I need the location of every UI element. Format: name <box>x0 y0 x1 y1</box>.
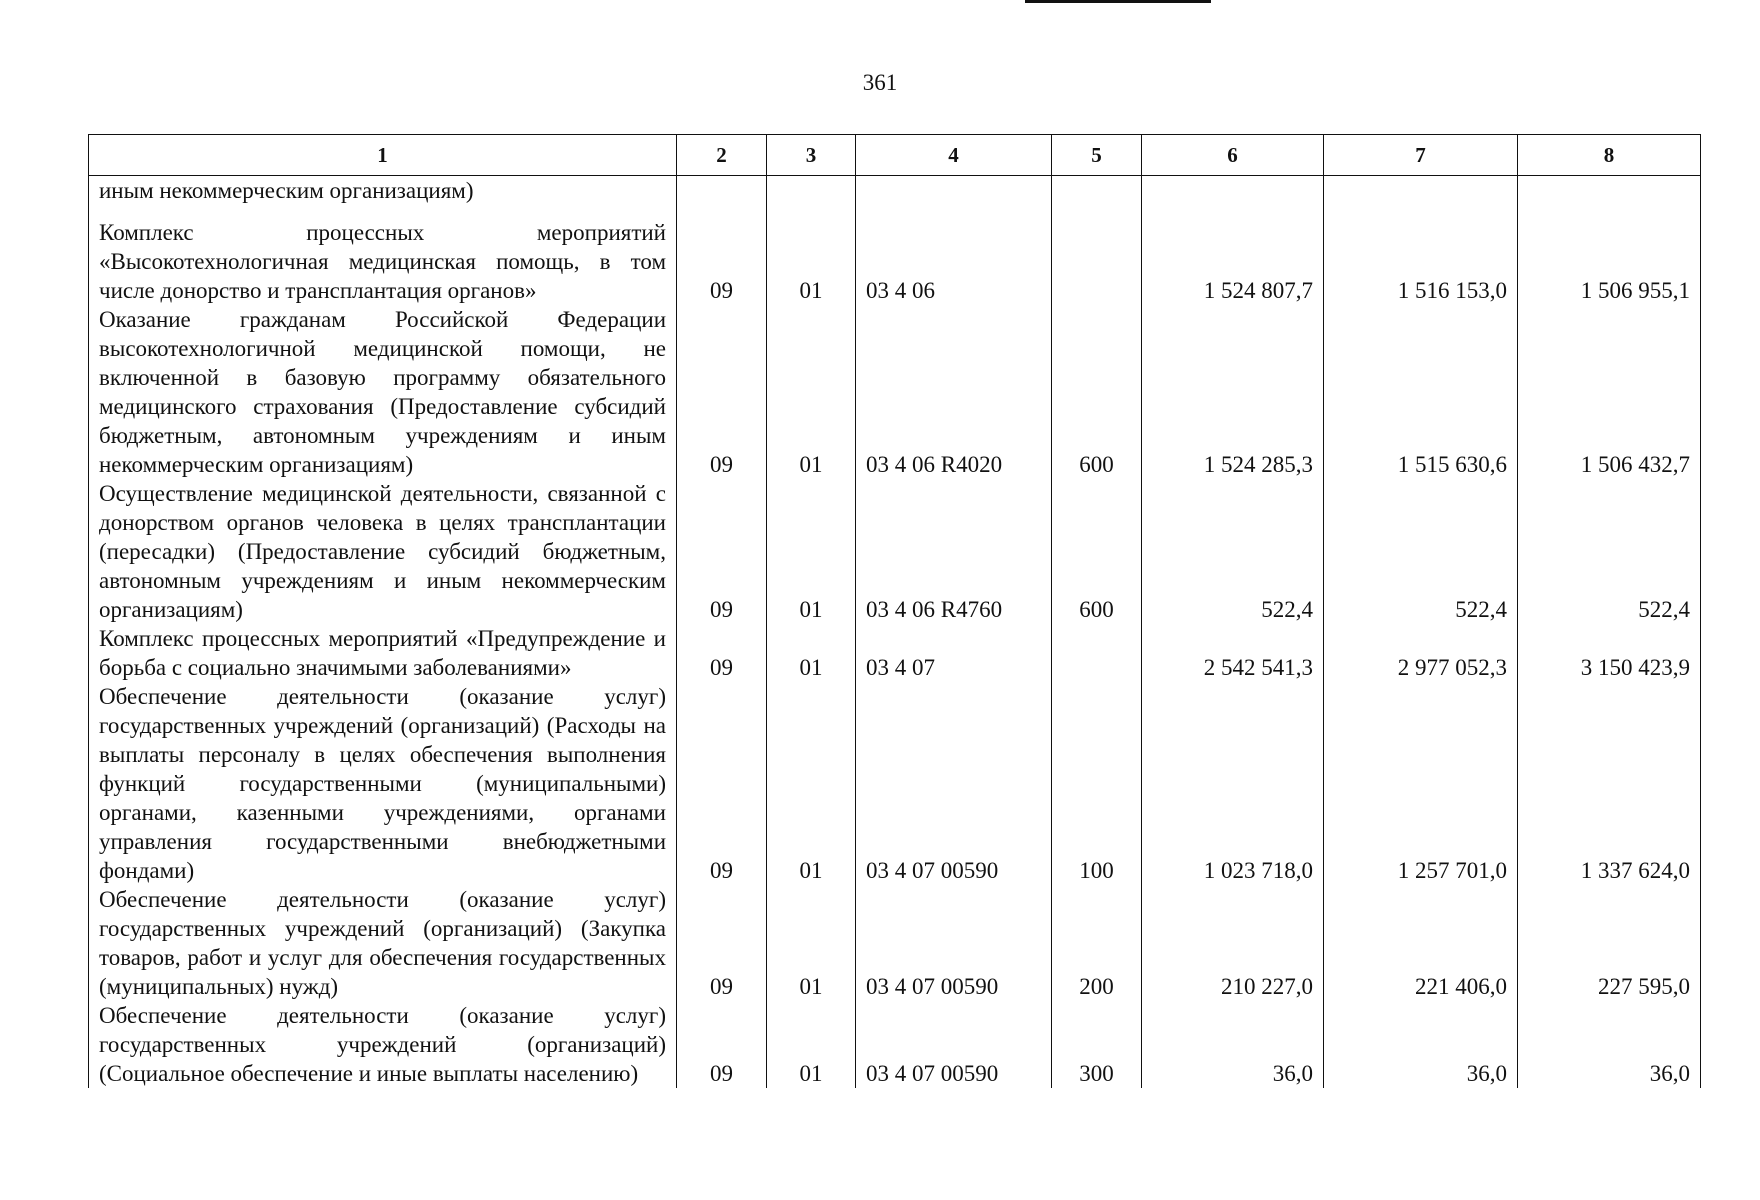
row-subsection: 01 <box>767 479 856 624</box>
table-row <box>89 624 1701 682</box>
row-description: Обеспечение деятельности (оказание услуг) государственных учреждений (организаций) (Расходы на выплаты персоналу в целях обеспечения выполнения функций государственными (муниципальными) органами, казенными учреждениями, органами управления государственными внебюджетными фондами) <box>89 682 677 885</box>
column-header: 4 <box>856 135 1052 176</box>
row-target-article: 03 4 06 <box>856 208 1052 305</box>
row-amount-year1: 36,0 <box>1142 1001 1324 1088</box>
row-target-article: 03 4 07 00590 <box>856 682 1052 885</box>
row-expense-type: 600 <box>1052 305 1142 479</box>
table-row <box>89 208 1701 305</box>
row-amount-year2: 2 977 052,3 <box>1324 624 1518 682</box>
row-amount-year2: 522,4 <box>1324 479 1518 624</box>
page-number: 361 <box>862 70 898 95</box>
row-description: Оказание гражданам Российской Федерации высокотехнологичной медицинской помощи, не включенной в базовую программу обязательного медицинского страхования (Предоставление субсидий бюджетным, автономным учреждениям и иным некоммерческим организациям) <box>89 305 677 479</box>
table-row <box>89 479 1701 624</box>
row-description: Комплекс процессных мероприятий «Высокотехнологичная медицинская помощь, в том числе донорство и трансплантация органов» <box>89 208 677 305</box>
row-amount-year3: 227 595,0 <box>1518 885 1701 1001</box>
row-amount-year1: 522,4 <box>1142 479 1324 624</box>
row-expense-type <box>1052 208 1142 305</box>
column-header: 6 <box>1142 135 1324 176</box>
row-section: 09 <box>677 1001 767 1088</box>
column-header: 2 <box>677 135 767 176</box>
table-row <box>89 885 1701 1001</box>
row-target-article: 03 4 06 R4020 <box>856 305 1052 479</box>
row-section: 09 <box>677 208 767 305</box>
row-section: 09 <box>677 624 767 682</box>
row-expense-type: 100 <box>1052 682 1142 885</box>
row-amount-year3: 36,0 <box>1518 1001 1701 1088</box>
row-subsection: 01 <box>767 1001 856 1088</box>
row-target-article: 03 4 07 00590 <box>856 885 1052 1001</box>
column-header: 7 <box>1324 135 1518 176</box>
row-section <box>677 176 767 209</box>
table-row <box>89 682 1701 885</box>
row-subsection <box>767 176 856 209</box>
table-header-row <box>89 135 1701 176</box>
row-amount-year1: 210 227,0 <box>1142 885 1324 1001</box>
row-amount-year2: 1 257 701,0 <box>1324 682 1518 885</box>
row-amount-year2: 221 406,0 <box>1324 885 1518 1001</box>
row-amount-year3 <box>1518 176 1701 209</box>
row-amount-year1: 1 524 807,7 <box>1142 208 1324 305</box>
row-description: иным некоммерческим организациям) <box>89 176 677 209</box>
table-row <box>89 1001 1701 1088</box>
row-amount-year1: 2 542 541,3 <box>1142 624 1324 682</box>
row-amount-year2: 1 515 630,6 <box>1324 305 1518 479</box>
column-header: 8 <box>1518 135 1701 176</box>
row-amount-year3: 1 506 432,7 <box>1518 305 1701 479</box>
row-amount-year1: 1 023 718,0 <box>1142 682 1324 885</box>
row-target-article: 03 4 07 <box>856 624 1052 682</box>
row-target-article: 03 4 06 R4760 <box>856 479 1052 624</box>
row-section: 09 <box>677 682 767 885</box>
row-target-article <box>856 176 1052 209</box>
table-row <box>89 176 1701 209</box>
column-header: 1 <box>89 135 677 176</box>
row-amount-year1: 1 524 285,3 <box>1142 305 1324 479</box>
top-rule <box>1025 0 1211 3</box>
budget-table <box>88 134 1701 1088</box>
row-amount-year3: 3 150 423,9 <box>1518 624 1701 682</box>
table-row <box>89 305 1701 479</box>
row-subsection: 01 <box>767 682 856 885</box>
row-amount-year3: 1 506 955,1 <box>1518 208 1701 305</box>
row-description: Комплекс процессных мероприятий «Предупреждение и борьба с социально значимыми заболеваниями» <box>89 624 677 682</box>
row-expense-type <box>1052 176 1142 209</box>
row-expense-type: 600 <box>1052 479 1142 624</box>
row-expense-type: 300 <box>1052 1001 1142 1088</box>
row-amount-year3: 522,4 <box>1518 479 1701 624</box>
row-subsection: 01 <box>767 305 856 479</box>
row-description: Обеспечение деятельности (оказание услуг) государственных учреждений (организаций) (Закупка товаров, работ и услуг для обеспечения государственных (муниципальных) нужд) <box>89 885 677 1001</box>
column-header: 5 <box>1052 135 1142 176</box>
row-expense-type <box>1052 624 1142 682</box>
row-target-article: 03 4 07 00590 <box>856 1001 1052 1088</box>
row-section: 09 <box>677 885 767 1001</box>
row-subsection: 01 <box>767 208 856 305</box>
row-subsection: 01 <box>767 885 856 1001</box>
row-amount-year2: 36,0 <box>1324 1001 1518 1088</box>
row-expense-type: 200 <box>1052 885 1142 1001</box>
row-section: 09 <box>677 479 767 624</box>
row-section: 09 <box>677 305 767 479</box>
row-description: Обеспечение деятельности (оказание услуг) государственных учреждений (организаций) (Социальное обеспечение и иные выплаты населению) <box>89 1001 677 1088</box>
column-header: 3 <box>767 135 856 176</box>
row-description: Осуществление медицинской деятельности, связанной с донорством органов человека в целях трансплантации (пересадки) (Предоставление субсидий бюджетным, автономным учреждениям и иным некоммерческим организациям) <box>89 479 677 624</box>
row-amount-year2 <box>1324 176 1518 209</box>
row-subsection: 01 <box>767 624 856 682</box>
row-amount-year2: 1 516 153,0 <box>1324 208 1518 305</box>
row-amount-year1 <box>1142 176 1324 209</box>
row-amount-year3: 1 337 624,0 <box>1518 682 1701 885</box>
